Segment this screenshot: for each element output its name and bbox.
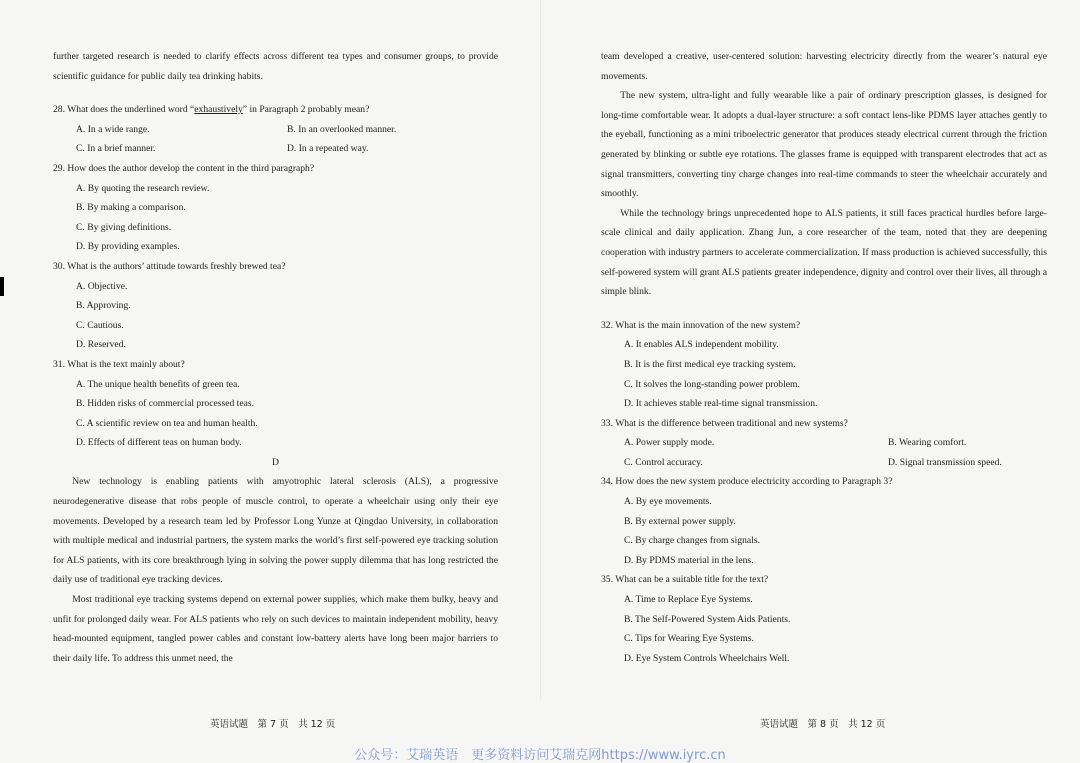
page-footer-left: 英语试题 第 7 页 共 12 页 <box>210 719 336 730</box>
passage-d-paragraph-1: New technology is enabling patients with amyotrophic lateral sclerosis (ALS), a progressive neurodegenerative disease that robs people of muscle control, to operate a wheelchair using only their eye movements. Developed by a research team led by Professor Long Yunze at Qingdao University, in collaboration with multiple medical and industrial partners, the system marks the world’s first self-powered eye tracking solution for ALS patients, with its core breakthrough lying in solving the power supply dilemma that has long restricted the daily use of traditional eye tracking devices. <box>53 476 498 586</box>
q29-option-b: B. By making a comparison. <box>76 202 186 214</box>
q34-option-c: C. By charge changes from signals. <box>624 535 760 547</box>
q33-option-c: C. Control accuracy. <box>624 456 703 468</box>
q32-option-c: C. It solves the long-standing power problem. <box>624 378 800 390</box>
q34-option-d: D. By PDMS material in the lens. <box>624 554 754 566</box>
tea-passage-ending: further targeted research is needed to clarify effects across different tea types and consumer groups, to provide scientific guidance for public daily tea drinking habits. <box>53 51 498 82</box>
q31-option-d: D. Effects of different teas on human body. <box>76 437 242 449</box>
watermark-text: 公众号：艾瑞英语 更多资料访问艾瑞克网https://www.iyrc.cn <box>354 748 726 763</box>
q35-option-d: D. Eye System Controls Wheelchairs Well. <box>624 652 790 664</box>
q35-option-b: B. The Self-Powered System Aids Patients. <box>624 613 791 625</box>
q35-option-a: A. Time to Replace Eye Systems. <box>624 594 753 606</box>
passage-d-paragraph-2-continued: team developed a creative, user-centered solution: harvesting electricity directly from the wearer’s natural eye movements. <box>601 51 1047 82</box>
q32-option-a: A. It enables ALS independent mobility. <box>624 339 779 351</box>
q29-option-d: D. By providing examples. <box>76 241 180 253</box>
left-page-column <box>53 47 498 668</box>
question-35: 35. What can be a suitable title for the text? <box>601 574 769 586</box>
question-29: 29. How does the author develop the content in the third paragraph? <box>53 162 315 174</box>
q29-option-c: C. By giving definitions. <box>76 221 172 233</box>
q28-option-c: C. In a brief manner. <box>76 143 156 155</box>
passage-d-paragraph-3: The new system, ultra-light and fully wearable like a pair of ordinary prescription glasses, is designed for long-time comfortable wear. It adopts a dual-layer structure: a soft contact lens-like PDMS layer attaches gently to the eyeball, functioning as a mini triboelectric generator that produces steady electrical current through the friction generated by blinking or subtle eye rotations. The glasses frame is equipped with transparent electrodes that act as signal transmitters, converting tiny charge changes into real-time commands to steer the wheelchair accurately and smoothly. <box>601 90 1047 200</box>
q31-option-c: C. A scientific review on tea and human health. <box>76 417 258 429</box>
q33-options-row1 <box>601 433 1047 453</box>
q30-option-b: B. Approving. <box>76 300 131 312</box>
q33-option-a: A. Power supply mode. <box>624 437 715 449</box>
q34-option-a: A. By eye movements. <box>624 496 712 508</box>
question-33: 33. What is the difference between traditional and new systems? <box>601 417 848 429</box>
q28-options-row2 <box>53 139 498 159</box>
q31-option-b: B. Hidden risks of commercial processed teas. <box>76 398 254 410</box>
section-heading-d: D <box>272 456 279 468</box>
q28-option-a: A. In a wide range. <box>76 123 150 135</box>
q30-option-a: A. Objective. <box>76 280 128 292</box>
q33-option-d: D. Signal transmission speed. <box>888 456 1002 468</box>
q28-options-row1 <box>53 120 498 140</box>
q29-option-a: A. By quoting the research review. <box>76 182 210 194</box>
q32-option-d: D. It achieves stable real-time signal transmission. <box>624 398 818 410</box>
q30-option-d: D. Reserved. <box>76 339 126 351</box>
question-32: 32. What is the main innovation of the new system? <box>601 319 801 331</box>
page-footer-right: 英语试题 第 8 页 共 12 页 <box>760 719 886 730</box>
q33-options-row2 <box>601 453 1047 473</box>
passage-d-paragraph-2: Most traditional eye tracking systems depend on external power supplies, which make them bulky, heavy and unfit for prolonged daily wear. For ALS patients who rely on such devices to maintain independent mobility, heavy head-mounted equipment, tangled power cables and constant low-battery alerts have long been major barriers to their daily life. To address this unmet need, the <box>53 594 498 664</box>
question-34: 34. How does the new system produce electricity according to Paragraph 3? <box>601 476 893 488</box>
right-page-column <box>601 47 1047 668</box>
q35-option-c: C. Tips for Wearing Eye Systems. <box>624 633 754 645</box>
q31-option-a: A. The unique health benefits of green tea. <box>76 378 240 390</box>
q28-option-d: D. In a repeated way. <box>287 143 369 155</box>
scan-edge-mark <box>0 277 4 296</box>
q28-option-b: B. In an overlooked manner. <box>287 123 397 135</box>
question-31: 31. What is the text mainly about? <box>53 358 185 370</box>
q33-option-b: B. Wearing comfort. <box>888 437 967 449</box>
passage-d-paragraph-4: While the technology brings unprecedented hope to ALS patients, it still faces practical hurdles before large-scale clinical and daily application. Zhang Jun, a core researcher of the team, noted that they are deepening cooperation with industry partners to accelerate commercialization. If mass production is achieved successfully, this self-powered system will grant ALS patients greater independence, dignity and control over their lives, all through a simple blink. <box>601 207 1047 298</box>
q34-option-b: B. By external power supply. <box>624 515 736 527</box>
q30-option-c: C. Cautious. <box>76 319 124 331</box>
page-fold <box>540 0 541 700</box>
question-28: 28. What does the underlined word “exhaustively” in Paragraph 2 probably mean? <box>53 104 370 116</box>
q32-option-b: B. It is the first medical eye tracking system. <box>624 358 796 370</box>
question-30: 30. What is the authors’ attitude towards freshly brewed tea? <box>53 260 286 272</box>
